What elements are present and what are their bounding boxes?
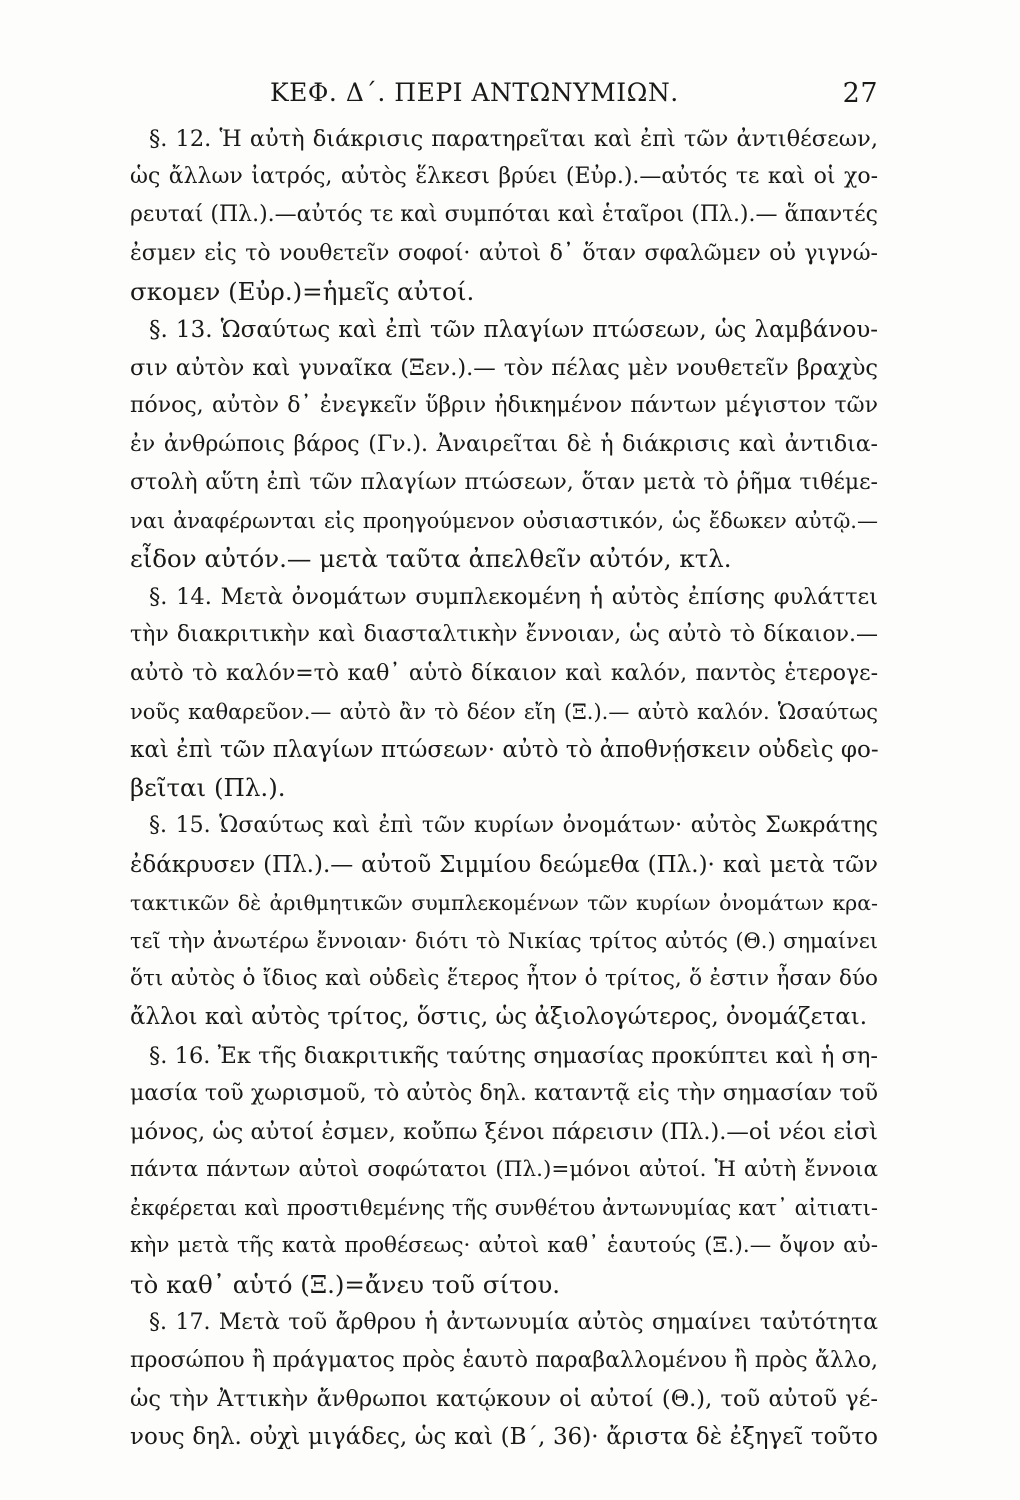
text-line: τὸ καθ᾽ αὑτό (Ξ.)=ἄνευ τοῦ σίτου. xyxy=(130,1269,561,1299)
text-line: §. 13. Ὡσαύτως καὶ ἐπὶ τῶν πλαγίων πτώσεων, ὡς λαμβάνου- xyxy=(149,316,878,343)
text-line: σκομεν (Εὐρ.)=ἡμεῖς αὐτοί. xyxy=(130,276,475,306)
text-line: καὶ ἐπὶ τῶν πλαγίων πτώσεων· αὐτὸ τὸ ἀποθνῄσκειν οὐδεὶς φο- xyxy=(130,737,879,763)
body-text xyxy=(130,120,878,1457)
text-line: ἐκφέρεται καὶ προστιθεμένης τῆς συνθέτου ἀντωνυμίας κατ᾽ αἰτιατι- xyxy=(130,1196,878,1221)
text-line: νους δηλ. οὐχὶ μιγάδες, ὡς καὶ (Β΄, 36)· ἄριστα δὲ ἐξηγεῖ τοῦτο xyxy=(130,1424,878,1451)
text-line: στολὴ αὕτη ἐπὶ τῶν πλαγίων πτώσεων, ὅταν μετὰ τὸ ῥῆμα τιθέμε- xyxy=(130,469,878,495)
text-line: πόνος, αὐτὸν δ᾽ ἐνεγκεῖν ὕβριν ἠδικημένον πάντων μέγιστον τῶν xyxy=(130,393,878,419)
text-line: τὴν διακριτικὴν καὶ διασταλτικὴν ἔννοιαν, ὡς αὐτὸ τὸ δίκαιον.— xyxy=(130,622,878,648)
text-line: ρευταί (Πλ.).—αὐτός τε καὶ συμπόται καὶ ἑταῖροι (Πλ.).— ἅπαντές xyxy=(130,202,878,228)
text-line: προσώπου ἢ πράγματος πρὸς ἑαυτὸ παραβαλλομένου ἢ πρὸς ἄλλο, xyxy=(130,1348,878,1373)
text-line: μόνος, ὡς αὐτοί ἐσμεν, κοὔπω ξένοι πάρεισιν (Πλ.).—οἱ νέοι εἰσὶ xyxy=(130,1118,878,1145)
text-line: μασία τοῦ χωρισμοῦ, τὸ αὐτὸς δηλ. καταντᾷ εἰς τὴν σημασίαν τοῦ xyxy=(130,1080,878,1106)
page-number: 27 xyxy=(842,78,878,109)
text-line: ὡς ἄλλων ἰατρός, αὐτὸς ἕλκεσι βρύει (Εὐρ.).—αὐτός τε καὶ οἱ χο- xyxy=(130,164,878,190)
text-line: πάντα πάντων αὐτοὶ σοφώτατοι (Πλ.)=μόνοι αὐτοί. Ἡ αὐτὴ ἔννοια xyxy=(130,1157,878,1183)
text-line: αὐτὸ τὸ καλόν=τὸ καθ᾽ αὑτὸ δίκαιον καὶ καλόν, παντὸς ἑτερογε- xyxy=(130,660,878,686)
text-line: §. 17. Μετὰ τοῦ ἄρθρου ἡ ἀντωνυμία αὐτὸς σημαίνει ταὐτότητα xyxy=(149,1309,878,1335)
text-line: τακτικῶν δὲ ἀριθμητικῶν συμπλεκομένων τῶν κυρίων ὀνομάτων κρα- xyxy=(130,890,878,915)
text-line: ὅτι αὐτὸς ὁ ἴδιος καὶ οὐδεὶς ἕτερος ἦτον ὁ τρίτος, ὅ ἐστιν ἦσαν δύο xyxy=(130,966,878,992)
chapter-title: ΚΕΦ. Δ΄. ΠΕΡΙ ΑΝΤΩΝΥΜΙΩΝ. xyxy=(270,78,679,107)
text-line: ἐδάκρυσεν (Πλ.).— αὐτοῦ Σιμμίου δεώμεθα (Πλ.)· καὶ μετὰ τῶν xyxy=(130,851,878,878)
text-line: ἄλλοι καὶ αὐτὸς τρίτος, ὅστις, ὡς ἀξιολογώτερος, ὀνομάζεται. xyxy=(130,1004,868,1031)
text-line: εἶδον αὐτόν.— μετὰ ταῦτα ἀπελθεῖν αὐτόν, κτλ. xyxy=(130,544,732,574)
text-line: κὴν μετὰ τῆς κατὰ προθέσεως· αὐτοὶ καθ᾽ ἑαυτούς (Ξ.).— ὄψον αὐ- xyxy=(130,1233,878,1259)
text-line: §. 12. Ἡ αὐτὴ διάκρισις παρατηρεῖται καὶ ἐπὶ τῶν ἀντιθέσεων, xyxy=(149,126,878,152)
text-line: νοῦς καθαρεῦον.— αὐτὸ ἂν τὸ δέον εἴη (Ξ.).— αὐτὸ καλόν. Ὡσαύτως xyxy=(130,699,878,724)
text-line: ναι ἀναφέρωνται εἰς προηγούμενον οὐσιαστικόν, ὡς ἔδωκεν αὐτῷ.— xyxy=(130,508,878,533)
text-line: ὡς τὴν Ἀττικὴν ἄνθρωποι κατῴκουν οἱ αὐτοί (Θ.), τοῦ αὐτοῦ γέ- xyxy=(130,1386,878,1413)
text-line: ἐν ἀνθρώποις βάρος (Γν.). Ἀναιρεῖται δὲ ἡ διάκρισις καὶ ἀντιδια- xyxy=(130,431,878,457)
running-header xyxy=(270,78,878,118)
text-line: §. 14. Μετὰ ὀνομάτων συμπλεκομένη ἡ αὐτὸς ἐπίσης φυλάττει xyxy=(149,584,878,611)
text-line: §. 16. Ἐκ τῆς διακριτικῆς ταύτης σημασίας προκύπτει καὶ ἡ ση- xyxy=(149,1042,878,1069)
text-line: τεῖ τὴν ἀνωτέρω ἔννοιαν· διότι τὸ Νικίας τρίτος αὐτός (Θ.) σημαίνει xyxy=(130,928,878,953)
text-line: §. 15. Ὡσαύτως καὶ ἐπὶ τῶν κυρίων ὀνομάτων· αὐτὸς Σωκράτης xyxy=(149,813,878,839)
text-line: ἐσμεν εἰς τὸ νουθετεῖν σοφοί· αὐτοὶ δ᾽ ὅταν σφαλῶμεν οὐ γιγνώ- xyxy=(130,240,878,266)
text-line: βεῖται (Πλ.). xyxy=(130,773,286,803)
text-line: σιν αὐτὸν καὶ γυναῖκα (Ξεν.).— τὸν πέλας μὲν νουθετεῖν βραχὺς xyxy=(130,355,878,382)
